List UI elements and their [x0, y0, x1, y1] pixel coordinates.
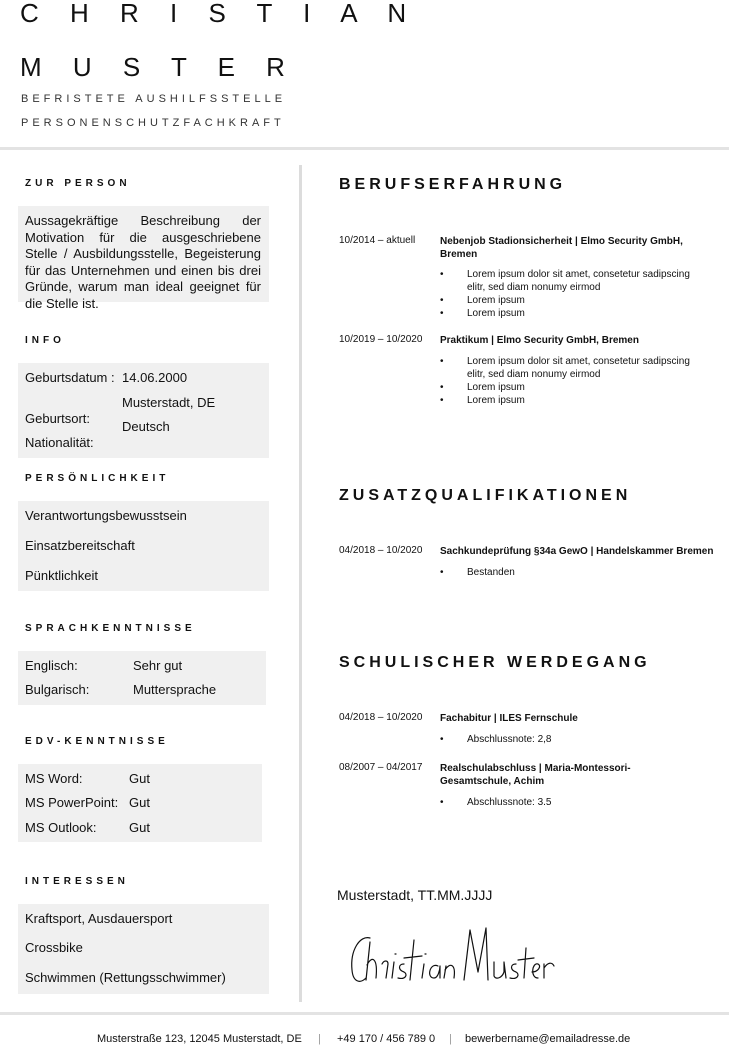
- list-item: • Lorem ipsum: [440, 381, 700, 394]
- entry-heading: Realschulabschluss | Maria-Montessori-Gesamtschule, Achim: [440, 763, 631, 787]
- section-title-education: SCHULISCHER WERDEGANG: [339, 654, 651, 671]
- list-item: • Lorem ipsum: [440, 394, 700, 407]
- entry-date: 04/2018 – 10/2020: [339, 545, 423, 556]
- footer-separator: |: [318, 1033, 321, 1045]
- footer-address: Musterstraße 123, 12045 Musterstadt, DE: [97, 1033, 302, 1045]
- entry-heading: Sachkundeprüfung §34a GewO | Handelskammer Bremen: [440, 546, 714, 557]
- place-date: Musterstadt, TT.MM.JJJJ: [337, 887, 493, 903]
- section-title-personality: PERSÖNLICHKEIT: [25, 473, 170, 484]
- interests-box: [18, 904, 269, 994]
- interest-item: Kraftsport, Ausdauersport: [25, 911, 173, 926]
- signature-image: [340, 920, 560, 995]
- entry-bullets: [440, 796, 700, 809]
- language-level: Sehr gut: [133, 658, 183, 673]
- section-title-it: EDV-KENNTNISSE: [25, 736, 169, 747]
- language-name: Bulgarisch:: [25, 682, 90, 697]
- info-box: [18, 363, 269, 458]
- column-divider: [299, 165, 302, 1002]
- entry-date: 10/2014 – aktuell: [339, 235, 416, 246]
- list-item: • Abschlussnote: 3.5: [440, 796, 700, 809]
- list-item: • Abschlussnote: 2,8: [440, 733, 700, 746]
- person-box: [18, 206, 269, 311]
- footer-separator: |: [449, 1033, 452, 1045]
- entry-bullets: [440, 566, 700, 579]
- interest-item: Schwimmen (Rettungsschwimmer): [25, 970, 226, 985]
- entry-date: 10/2019 – 10/2020: [339, 334, 423, 345]
- interest-item: Crossbike: [25, 940, 83, 955]
- birthplace-value: Musterstadt, DE: [122, 395, 216, 410]
- it-skill-name: MS Outlook:: [25, 820, 97, 835]
- person-description: Aussagekräftige Beschreibung der Motivation für die ausgeschriebene Stelle / Ausbildungsstelle, Begeisterung für das Unternehmen und einen bis drei Gründe, warum man ideal geeignet für die Stelle ist.: [25, 213, 261, 311]
- section-title-languages: SPRACHKENNTNISSE: [25, 623, 196, 634]
- it-skill-level: Gut: [129, 820, 150, 835]
- section-title-interests: INTERESSEN: [25, 876, 129, 887]
- footer-email: bewerbername@emailadresse.de: [465, 1033, 631, 1045]
- entry-date: 04/2018 – 10/2020: [339, 712, 423, 723]
- personality-item: Einsatzbereitschaft: [25, 538, 135, 553]
- entry-heading: Fachabitur | ILES Fernschule: [440, 713, 578, 724]
- list-item: • Bestanden: [440, 566, 700, 579]
- entry-bullets: [440, 355, 700, 407]
- entry-heading: Praktikum | Elmo Security GmbH, Bremen: [440, 335, 639, 346]
- nationality-label: Nationalität:: [25, 435, 94, 450]
- profession-subtitle: PERSONENSCHUTZFACHKRAFT: [21, 117, 285, 129]
- it-skill-name: MS PowerPoint:: [25, 795, 119, 810]
- list-item: • Lorem ipsum: [440, 307, 700, 320]
- entry-bullets: [440, 733, 700, 746]
- position-subtitle: BEFRISTETE AUSHILFSSTELLE: [21, 93, 287, 105]
- first-name: C H R I S T I A N: [20, 0, 419, 28]
- it-box: [18, 764, 262, 842]
- section-title-info: INFO: [25, 335, 65, 346]
- languages-box: [18, 651, 266, 705]
- last-name: M U S T E R: [20, 52, 297, 82]
- footer-divider: [0, 1012, 729, 1015]
- birthdate-value: 14.06.2000: [122, 370, 188, 385]
- personality-item: Pünktlichkeit: [25, 568, 98, 583]
- section-title-qualifications: ZUSATZQUALIFIKATIONEN: [339, 487, 632, 504]
- entry-date: 08/2007 – 04/2017: [339, 762, 423, 773]
- list-item: • Lorem ipsum dolor sit amet, consetetur sadipscing elitr, sed diam nonumy eirmod: [440, 355, 700, 381]
- footer-phone: +49 170 / 456 789 0: [337, 1033, 436, 1045]
- language-name: Englisch:: [25, 658, 78, 673]
- birthplace-label: Geburtsort:: [25, 411, 91, 426]
- header-divider: [0, 147, 729, 150]
- nationality-value: Deutsch: [122, 419, 170, 434]
- it-skill-level: Gut: [129, 795, 150, 810]
- it-skill-level: Gut: [129, 771, 150, 786]
- personality-item: Verantwortungsbewusstsein: [25, 508, 187, 523]
- personality-box: [18, 501, 269, 591]
- entry-bullets: [440, 268, 700, 320]
- section-title-person: ZUR PERSON: [25, 178, 131, 189]
- list-item: • Lorem ipsum: [440, 294, 700, 307]
- it-skill-name: MS Word:: [25, 771, 83, 786]
- list-item: • Lorem ipsum dolor sit amet, consetetur sadipscing elitr, sed diam nonumy eirmod: [440, 268, 700, 294]
- birthdate-label: Geburtsdatum :: [25, 370, 115, 385]
- language-level: Muttersprache: [133, 682, 217, 697]
- section-title-experience: BERUFSERFAHRUNG: [339, 176, 567, 193]
- entry-heading: Nebenjob Stadionsicherheit | Elmo Security GmbH, Bremen: [440, 236, 683, 260]
